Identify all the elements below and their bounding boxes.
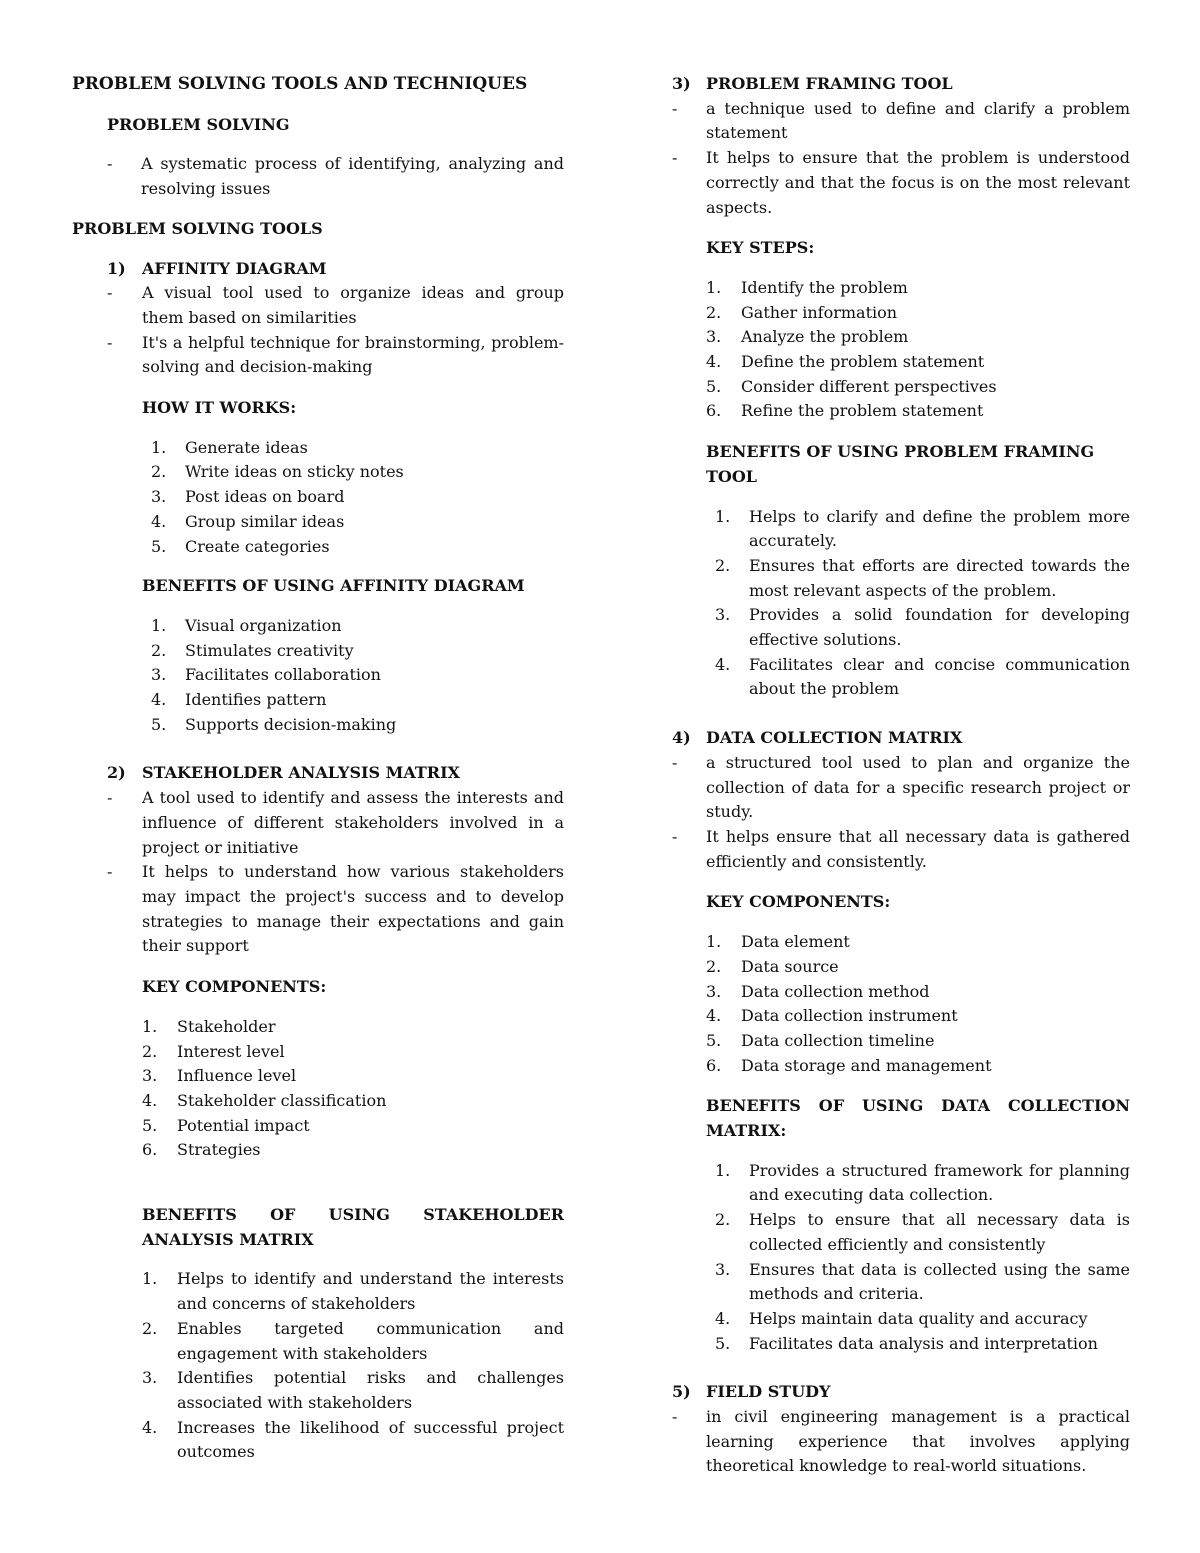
document-title: PROBLEM SOLVING TOOLS AND TECHNIQUES: [72, 74, 528, 94]
list-item: 5. Supports decision-making: [151, 714, 397, 734]
list-item: 2. Helps to ensure that all necessary data is collected efficiently and consistently: [715, 1210, 1130, 1254]
list-item: 5. Create categories: [151, 536, 330, 556]
list-item: 5. Potential impact: [142, 1115, 310, 1135]
framing-benefits-heading: BENEFITS OF USING PROBLEM FRAMING TOOL: [706, 442, 1095, 486]
list-item: 6. Refine the problem statement: [706, 401, 984, 421]
list-item: 3. Analyze the problem: [706, 327, 909, 347]
framing-benefits-list: [672, 505, 1130, 703]
list-item: 4. Increases the likelihood of successful project outcomes: [142, 1417, 564, 1462]
left-column: [72, 72, 564, 1465]
how-it-works-heading: HOW IT WORKS:: [142, 398, 297, 418]
problem-solving-definition: - A systematic process of identifying, analyzing and resolving issues: [107, 154, 564, 199]
list-item: 5. Data collection timeline: [706, 1030, 935, 1050]
data-benefits-heading: BENEFITS OF USING DATA COLLECTION MATRIX:: [706, 1096, 1130, 1141]
list-item: 2. Stimulates creativity: [151, 640, 354, 660]
list-item: 2. Gather information: [706, 302, 898, 322]
list-item: 4. Group similar ideas: [151, 511, 345, 531]
list-item: - A tool used to identify and assess the interests and influence of different stakeholders involved in a project or initiative: [107, 788, 564, 857]
list-item: 6. Data storage and management: [706, 1055, 992, 1075]
list-item: 3. Ensures that data is collected using the same methods and criteria.: [715, 1259, 1130, 1304]
list-item: 4. Stakeholder classification: [142, 1090, 387, 1110]
list-item: 4. Data collection instrument: [706, 1006, 958, 1026]
data-components-list: [672, 930, 1130, 1078]
list-item: 3. Influence level: [142, 1066, 297, 1086]
affinity-benefits-list: [72, 614, 564, 738]
list-item: 2. Data source: [706, 956, 839, 976]
list-item: 5. Facilitates data analysis and interpretation: [715, 1333, 1098, 1353]
tools-heading: PROBLEM SOLVING TOOLS: [72, 218, 323, 238]
list-item: - a technique used to define and clarify a problem statement: [672, 98, 1130, 143]
section-problem-framing: 3) PROBLEM FRAMING TOOL: [672, 74, 953, 93]
framing-steps-heading: KEY STEPS:: [706, 238, 815, 258]
list-item: - It helps ensure that all necessary data is gathered efficiently and consistently.: [672, 826, 1130, 871]
section-affinity-diagram: 1) AFFINITY DIAGRAM: [107, 258, 327, 278]
list-item: - a structured tool used to plan and organize the collection of data for a specific research project or study.: [672, 752, 1130, 822]
list-item: 4. Facilitates clear and concise communication about the problem: [715, 654, 1130, 699]
list-item: 3. Identifies potential risks and challenges associated with stakeholders: [142, 1368, 564, 1412]
problem-solving-heading: PROBLEM SOLVING: [107, 114, 290, 134]
list-item: 3. Post ideas on board: [151, 487, 345, 507]
list-item: 3. Provides a solid foundation for developing effective solutions.: [715, 605, 1130, 650]
stakeholder-components-list: [72, 1015, 564, 1163]
list-item: 1. Visual organization: [151, 615, 342, 635]
data-benefits-list: [672, 1159, 1130, 1357]
list-item: 3. Facilitates collaboration: [151, 665, 381, 685]
section-data-collection-matrix: 4) DATA COLLECTION MATRIX: [672, 728, 963, 748]
list-item: - A visual tool used to organize ideas and group them based on similarities: [107, 283, 564, 327]
list-item: 5. Consider different perspectives: [706, 376, 997, 396]
list-item: 1. Provides a structured framework for planning and executing data collection.: [715, 1160, 1130, 1205]
list-item: - in civil engineering management is a practical learning experience that involves applying theoretical knowledge to real-world situations.: [672, 1407, 1130, 1476]
section-field-study: 5) FIELD STUDY: [672, 1382, 831, 1402]
stakeholder-benefits-list: [72, 1267, 564, 1465]
how-it-works-list: [72, 436, 564, 560]
list-item: - It's a helpful technique for brainstorming, problem-solving and decision-making: [107, 332, 564, 377]
list-item: 4. Helps maintain data quality and accuracy: [715, 1308, 1088, 1328]
list-item: 2. Write ideas on sticky notes: [151, 462, 404, 482]
list-item: 2. Enables targeted communication and engagement with stakeholders: [142, 1318, 564, 1363]
affinity-benefits-heading: BENEFITS OF USING AFFINITY DIAGRAM: [142, 576, 525, 596]
data-components-heading: KEY COMPONENTS:: [706, 892, 891, 912]
list-item: 4. Identifies pattern: [151, 690, 327, 710]
list-item: - It helps to ensure that the problem is understood correctly and that the focus is on the most relevant aspects.: [672, 148, 1130, 217]
stakeholder-components-heading: KEY COMPONENTS:: [142, 977, 327, 997]
framing-steps-list: [672, 276, 1130, 424]
list-item: 1. Stakeholder: [142, 1016, 276, 1036]
list-item: - It helps to understand how various stakeholders may impact the project's success and to develop strategies to manage their expectations and gain their support: [107, 862, 564, 956]
list-item: 1. Helps to identify and understand the interests and concerns of stakeholders: [142, 1269, 564, 1314]
list-item: 1. Identify the problem: [706, 277, 908, 297]
list-item: 2. Interest level: [142, 1041, 285, 1061]
list-item: 3. Data collection method: [706, 981, 930, 1001]
list-item: 6. Strategies: [142, 1140, 261, 1160]
list-item: 1. Generate ideas: [151, 437, 308, 457]
stakeholder-benefits-heading: BENEFITS OF USING STAKEHOLDER ANALYSIS MATRIX: [142, 1205, 564, 1249]
section-stakeholder-matrix: 2) STAKEHOLDER ANALYSIS MATRIX: [107, 763, 460, 783]
list-item: 4. Define the problem statement: [706, 352, 985, 372]
list-item: 2. Ensures that efforts are directed towards the most relevant aspects of the problem.: [715, 555, 1130, 600]
list-item: 1. Helps to clarify and define the problem more accurately.: [715, 506, 1130, 551]
list-item: 1. Data element: [706, 932, 850, 952]
right-column: [672, 72, 1130, 1479]
